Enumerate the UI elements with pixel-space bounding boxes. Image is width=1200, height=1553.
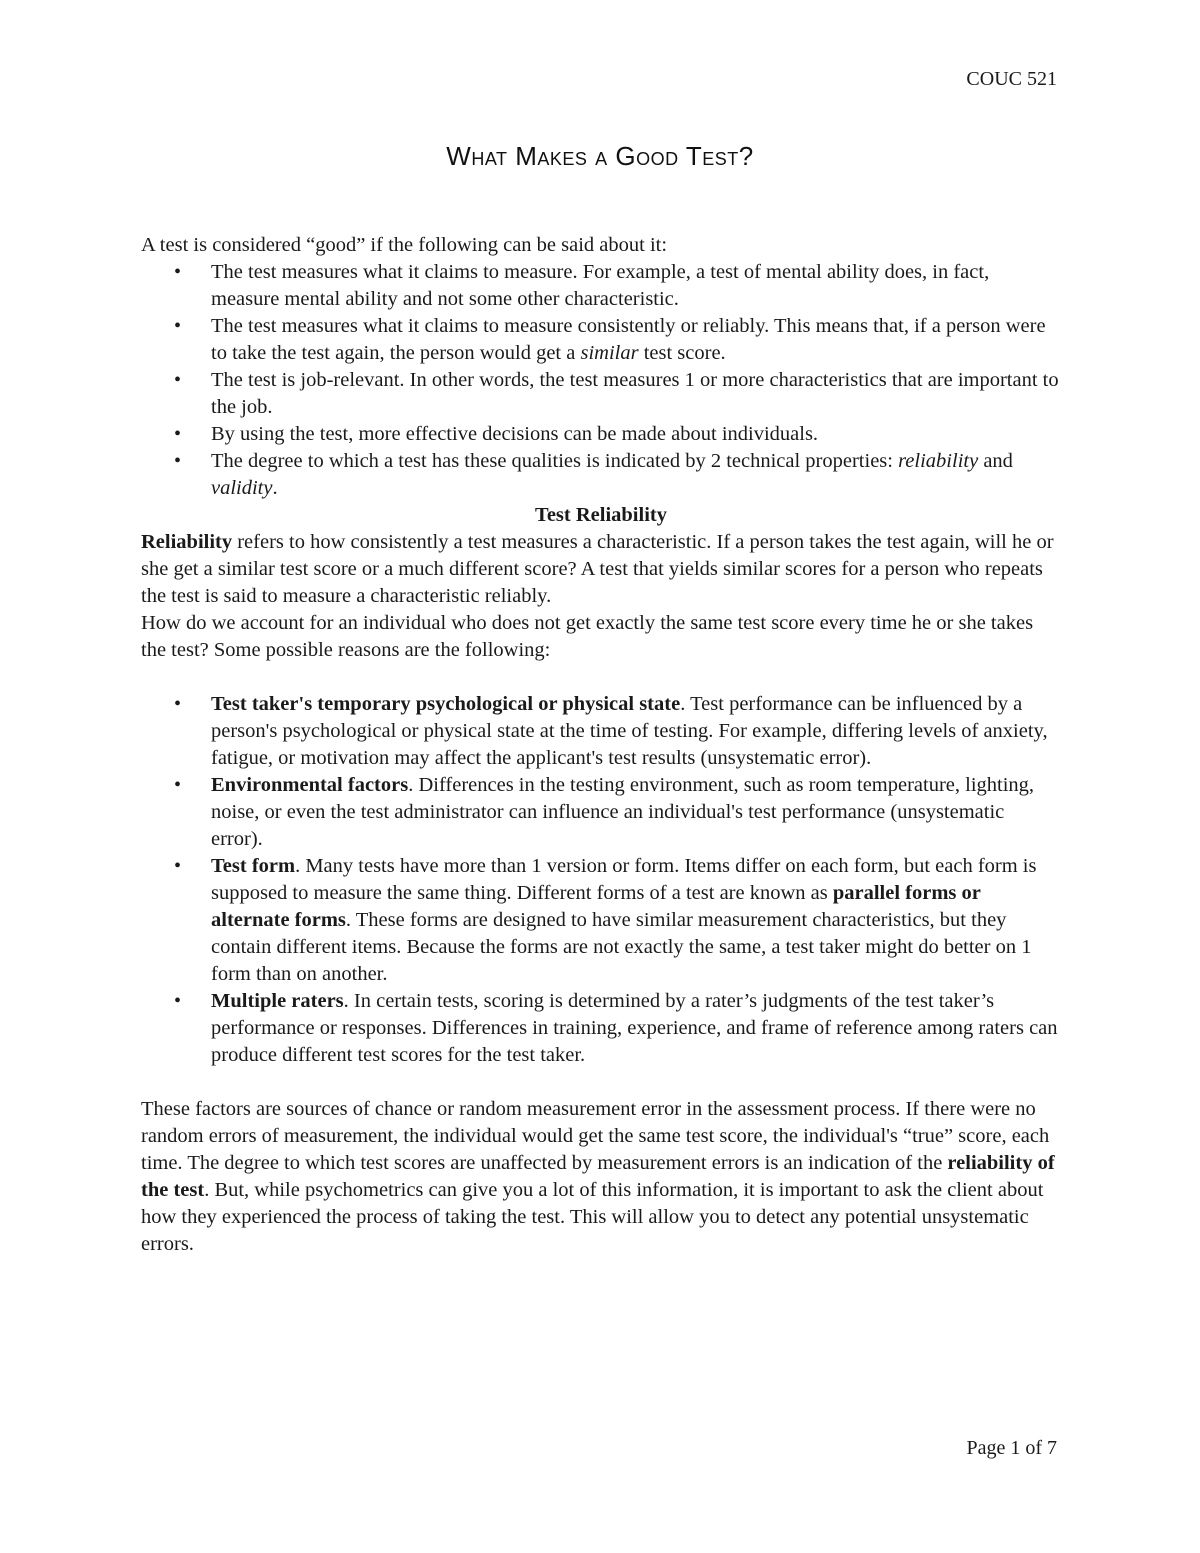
reliability-paragraph: Reliability refers to how consistently a test measures a characteristic. If a person takes the test again, will he or she get a similar test score or a much different score? A test that yields similar scores for a person who repeats the test is said to measure a characteristic reliably.: [141, 531, 1054, 607]
list-item: • Environmental factors. Differences in the testing environment, such as room temperature, lighting, noise, or even the test administrator can influence an individual's test performance (unsystematic error).: [141, 772, 1061, 853]
spacer: [141, 1069, 1061, 1096]
list-item: • The test measures what it claims to measure. For example, a test of mental ability does, in fact, measure mental ability and not some other characteristic.: [141, 259, 1061, 313]
account-paragraph: How do we account for an individual who does not get exactly the same test score every time he or she takes the test? Some possible reasons are the following:: [141, 612, 1034, 661]
good-test-criteria-list: [141, 259, 1061, 502]
document-title: What Makes a Good Test?: [446, 141, 754, 171]
reasons-list: [141, 691, 1061, 1069]
list-item: • By using the test, more effective decisions can be made about individuals.: [141, 421, 1061, 448]
list-item: • Multiple raters. In certain tests, scoring is determined by a rater’s judgments of the test taker’s performance or responses. Differences in training, experience, and frame of reference among raters can produce different test scores for the test taker.: [141, 988, 1061, 1069]
term-reliability: Reliability: [141, 531, 233, 553]
course-code-header: COUC 521: [966, 68, 1057, 90]
intro-text: A test is considered “good” if the following can be said about it:: [141, 234, 668, 256]
emphasis-reliability: reliability: [898, 450, 979, 472]
page-number-footer: Page 1 of 7: [966, 1437, 1057, 1459]
section-heading: Test Reliability: [535, 504, 667, 526]
list-item: • The test is job-relevant. In other words, the test measures 1 or more characteristics that are important to the job.: [141, 367, 1061, 421]
list-item: • Test taker's temporary psychological or physical state. Test performance can be influenced by a person's psychological or physical state at the time of testing. For example, differing levels of anxiety, fatigue, or motivation may affect the applicant's test results (unsystematic error).: [141, 691, 1061, 772]
list-item: • Test form. Many tests have more than 1 version or form. Items differ on each form, but each form is supposed to measure the same thing. Different forms of a test are known as parallel forms or alternate forms. These forms are designed to have similar measurement characteristics, but they contain different items. Because the forms are not exactly the same, a test taker might do better on 1 form than on another.: [141, 853, 1061, 988]
closing-paragraph: These factors are sources of chance or random measurement error in the assessment process. If there were no random errors of measurement, the individual would get the same test score, the individual's “true” score, each time. The degree to which test scores are unaffected by measurement errors is an indication of the reliability of the test. But, while psychometrics can give you a lot of this information, it is important to ask the client about how they experienced the process of taking the test. This will allow you to detect any potential unsystematic errors.: [141, 1098, 1055, 1255]
document-body: [141, 232, 1061, 1258]
emphasis-validity: validity: [211, 477, 273, 499]
list-item: • The degree to which a test has these qualities is indicated by 2 technical properties: reliability and validity.: [141, 448, 1061, 502]
spacer: [141, 664, 1061, 691]
emphasis-similar: similar: [580, 342, 639, 364]
list-item: • The test measures what it claims to measure consistently or reliably. This means that, if a person were to take the test again, the person would get a similar test score.: [141, 313, 1061, 367]
